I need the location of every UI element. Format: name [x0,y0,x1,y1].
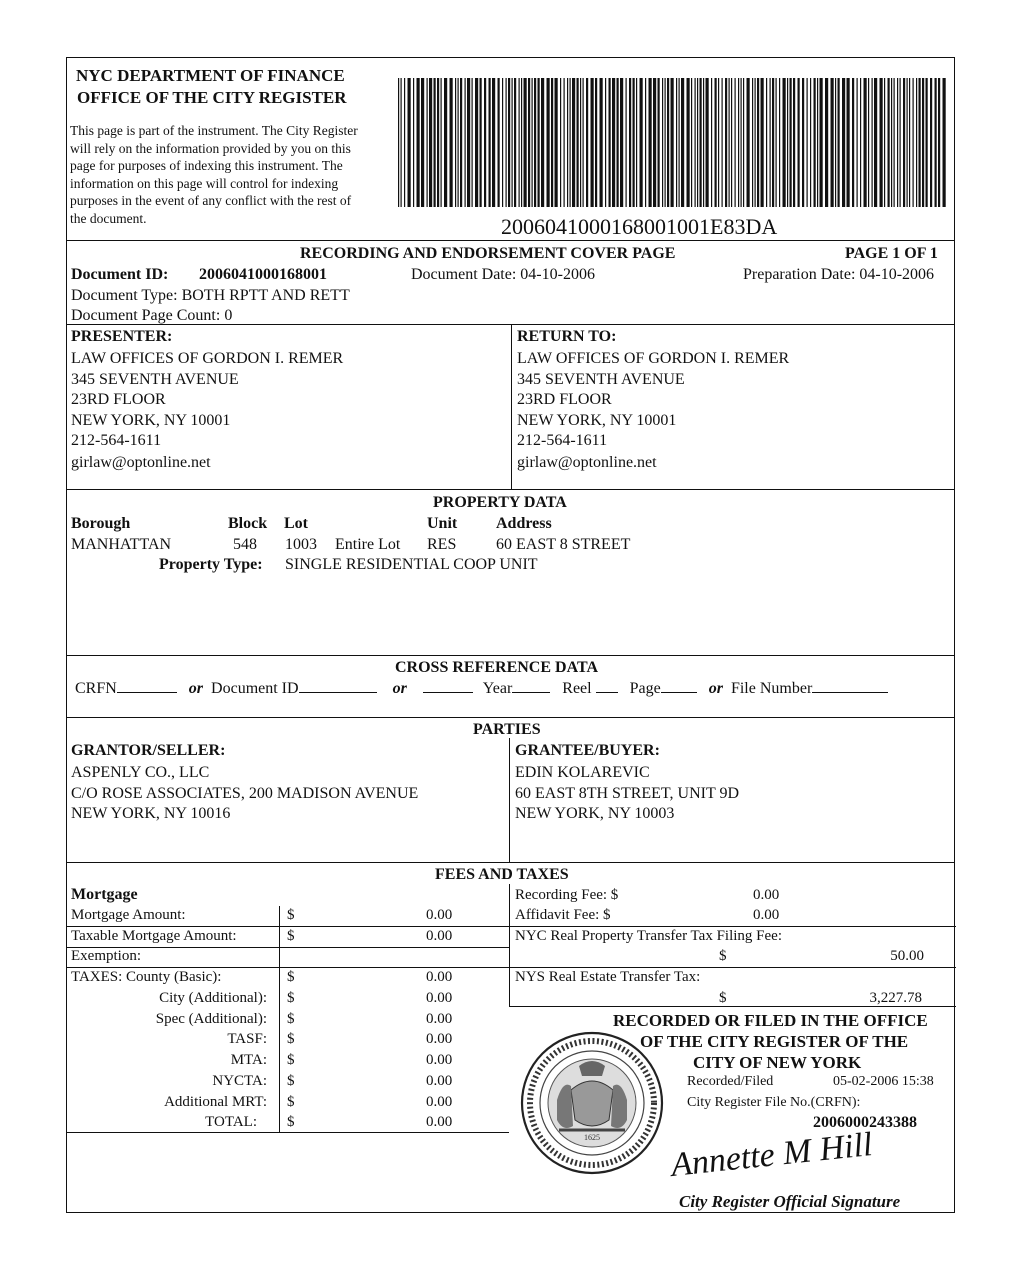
fee-row-value: 0.00 [426,990,453,1006]
barcode-bar [838,78,840,207]
barcode-bar [864,78,867,207]
barcode-bar [534,78,536,207]
barcode-bar [741,78,742,207]
barcode-bar [752,78,753,207]
seal-icon [519,1030,665,1176]
divider [67,717,954,718]
return-to-line: 345 SEVENTH AVENUE [517,371,685,388]
barcode-bar [586,78,588,207]
barcode-bar [814,78,816,207]
barcode-bar [900,78,901,207]
grantor-label: GRANTOR/SELLER: [71,742,226,759]
fee-row-currency: $ [287,907,295,923]
lot-note: Entire Lot [335,536,401,553]
barcode-bar [671,78,674,207]
grid-line [509,926,956,927]
or-label: or [392,680,407,697]
divider [67,489,954,490]
barcode-bar [897,78,898,207]
cover-page-title: RECORDING AND ENDORSEMENT COVER PAGE [300,245,676,262]
lot-header: Lot [284,515,308,532]
barcode-bar [460,78,462,207]
barcode-bar [421,78,424,207]
barcode-bar [570,78,571,207]
barcode-bar [729,78,730,207]
fee-row-currency: $ [287,1114,295,1130]
barcode-bar [665,78,666,207]
barcode-bar [560,78,561,207]
grantor-line: NEW YORK, NY 10016 [71,805,231,822]
barcode-bar [860,78,861,207]
barcode-bar [658,78,660,207]
barcode-bar [735,78,736,207]
fee-row-currency: $ [287,928,295,944]
or-label: or [188,680,204,697]
affidavit-fee-value: 0.00 [753,907,780,923]
city-seal [519,1030,665,1176]
fee-row-value: 0.00 [426,928,453,944]
barcode-bar [567,78,568,207]
recorded-filed-label: Recorded/Filed [687,1074,774,1089]
barcode-bar [747,78,750,207]
year-label: Year [482,680,513,697]
barcode-bar [907,78,908,207]
presenter-label: PRESENTER: [71,328,173,345]
page-count-label: PAGE 1 OF 1 [845,245,938,262]
barcode-bar [755,78,756,207]
barcode-bar [484,78,486,207]
fee-row-label: Exemption: [71,948,141,964]
barcode-bar [909,78,910,207]
barcode-bar [455,78,456,207]
barcode-bar [626,78,627,207]
barcode-bar [691,78,692,207]
barcode-bar [772,78,774,207]
barcode-bar [687,78,690,207]
signature-image [667,1128,877,1184]
barcode-bar [807,78,808,207]
barcode-bar [835,78,836,207]
dept-name-line1: NYC DEPARTMENT OF FINANCE [76,66,345,85]
barcode-bar [541,78,544,207]
fee-row-label: Additional MRT: [164,1094,267,1110]
fee-row-currency: $ [287,1094,295,1110]
divider [67,240,954,241]
barcode-bar [938,78,940,207]
nys-rett-currency: $ [719,990,727,1006]
return-to-line: NEW YORK, NY 10001 [517,412,677,429]
barcode-bar [564,78,565,207]
fee-row-label: Spec (Additional): [155,1011,267,1027]
barcode-bar [776,78,777,207]
return-to-line: girlaw@optonline.net [517,454,657,471]
unit-header: Unit [427,515,458,532]
barcode-bar [519,78,520,207]
barcode-bar [649,78,652,207]
column-divider [511,324,512,489]
official-signature [667,1128,877,1184]
fee-row-label: Mortgage Amount: [71,907,186,923]
barcode-bar [903,78,905,207]
barcode-bar [847,78,850,207]
nyc-rptt-value: 50.00 [890,948,924,964]
barcode-bar [472,78,473,207]
barcode-bar [605,78,606,207]
barcode-number: 2006041000168001001E83DA [501,214,778,239]
barcode-bar [852,78,854,207]
divider [67,655,954,656]
barcode-bar [538,78,540,207]
or-label: or [708,680,723,697]
barcode-bar [458,78,459,207]
barcode-bar [465,78,466,207]
mortgage-label: Mortgage [71,886,138,903]
barcode-bar [427,78,428,207]
cross-reference-title: CROSS REFERENCE DATA [395,659,598,676]
barcode-bar [577,78,579,207]
barcode-bar [528,78,530,207]
borough-header: Borough [71,515,131,532]
barcode-bar [580,78,581,207]
barcode-bar [891,78,892,207]
recorded-line1: RECORDED OR FILED IN THE OFFICE [613,1011,928,1030]
barcode-bar [831,78,834,207]
document-page-count: Document Page Count: 0 [71,307,233,324]
recorded-line2: OF THE CITY REGISTER OF THE [640,1032,909,1051]
barcode-bar [489,78,491,207]
barcode-bar [521,78,522,207]
unit-value: RES [427,536,457,553]
grantee-line: 60 EAST 8TH STREET, UNIT 9D [515,785,739,802]
presenter-line: 212-564-1611 [71,432,162,449]
presenter-line: girlaw@optonline.net [71,454,211,471]
address-value: 60 EAST 8 STREET [496,536,631,553]
barcode-bar [919,78,921,207]
barcode-bar [617,78,619,207]
barcode-bar [857,78,858,207]
barcode-bar [620,78,623,207]
recording-fee-label: Recording Fee: $ [515,887,619,903]
barcode-bar [653,78,656,207]
recording-fee-value: 0.00 [753,887,780,903]
fee-row-currency: $ [287,969,295,985]
fee-row-currency: $ [287,990,295,1006]
grantee-line: NEW YORK, NY 10003 [515,805,675,822]
barcode-bar [718,78,719,207]
barcode-bar [475,78,478,207]
barcode-bar [743,78,744,207]
barcode-bar [888,78,890,207]
indexing-notice: This page is part of the instrument. The City Register will rely on the information provided by you on this page for purposes of indexing this instrument. The information on this page will control for indexing purposes in the event of any conflict with the rest of the document. [70,123,358,226]
fee-row-value: 0.00 [426,1011,453,1027]
document-id-value: 2006041000168001 [199,266,327,283]
barcode-bar [572,78,575,207]
seal-year: 1625 [584,1133,600,1142]
grantee-label: GRANTEE/BUYER: [515,742,660,759]
recorded-line3: CITY OF NEW YORK [693,1053,862,1072]
barcode-bar [583,78,584,207]
fee-row-value: 0.00 [426,1073,453,1089]
fee-row-label: MTA: [230,1052,267,1068]
grid-line [509,967,956,968]
barcode-bar [697,78,698,207]
blank-field [512,680,550,693]
barcode-bar [636,78,637,207]
property-type-label: Property Type: [159,556,263,573]
barcode-bar [404,78,405,207]
barcode-bar [731,78,732,207]
barcode-bar [444,78,447,207]
barcode-bar [770,78,771,207]
fee-row-value: 0.00 [426,1031,453,1047]
crfn-value: 2006000243388 [813,1114,917,1131]
signature-caption: City Register Official Signature [679,1192,901,1211]
barcode-bar [874,78,877,207]
blank-field [812,680,888,693]
recorded-filed-date: 05-02-2006 15:38 [833,1074,934,1089]
barcode-bar [706,78,709,207]
fee-row-value: 0.00 [426,1114,453,1130]
barcode-bar [547,78,550,207]
barcode-bar [913,78,914,207]
barcode-bar [417,78,420,207]
grid-line [67,1132,509,1133]
barcode-bar [738,78,739,207]
barcode-bar [884,78,885,207]
barcode-bar [715,78,717,207]
barcode-bar [700,78,702,207]
fees-taxes-title: FEES AND TAXES [435,866,569,883]
reel-label: Reel [562,680,592,697]
barcode-bar [922,78,924,207]
barcode-bar [600,78,603,207]
blank-field [661,680,697,693]
nyc-rptt-label: NYC Real Property Transfer Tax Filing Fee: [515,928,782,944]
property-data-title: PROPERTY DATA [433,494,567,511]
barcode-bar [842,78,845,207]
blank-field [299,680,377,693]
fee-row-label: TOTAL: [205,1114,257,1130]
barcode-bar [441,78,442,207]
barcode-bar [722,78,723,207]
return-to-line: LAW OFFICES OF GORDON I. REMER [517,350,790,367]
barcode-bar [555,78,558,207]
barcode-bar [514,78,516,207]
barcode-bar [761,78,764,207]
barcode-bar [679,78,680,207]
barcode-bar [695,78,696,207]
barcode-bar [429,78,432,207]
barcode-bar [502,78,503,207]
barcode-bar [591,78,594,207]
return-to-label: RETURN TO: [517,328,617,345]
barcode-bar [757,78,759,207]
barcode-bar [612,78,615,207]
barcode-bar [524,78,527,207]
nys-rett-value: 3,227.78 [869,990,922,1006]
barcode-bar [512,78,513,207]
barcode-bar [492,78,495,207]
barcode-bar [935,78,937,207]
barcode-bar [916,78,917,207]
barcode-bar [506,78,507,207]
column-divider [509,738,510,862]
barcode-bar [532,78,533,207]
barcode-bar [825,78,828,207]
cover-page-document [66,57,955,1213]
barcode-bar [480,78,482,207]
presenter-line: NEW YORK, NY 10001 [71,412,231,429]
cross-reference-line [75,680,888,698]
barcode-bar [408,78,411,207]
barcode-bar [609,78,611,207]
barcode-bar [820,78,823,207]
barcode-bar [703,78,704,207]
barcode-bar [725,78,727,207]
barcode-bar [467,78,470,207]
fee-row-currency: $ [287,1011,295,1027]
barcode-bar [498,78,500,207]
barcode-bar [450,78,453,207]
fee-row-value: 0.00 [426,1052,453,1068]
crfn-label: City Register File No.(CRFN): [687,1095,861,1110]
fee-row-value: 0.00 [426,907,453,923]
blank-field [423,680,473,693]
barcode-bar [766,78,767,207]
fee-row-label: Taxable Mortgage Amount: [71,928,237,944]
barcode-bar [798,78,800,207]
barcode-bar [872,78,873,207]
barcode-bar [640,78,643,207]
barcode-bar [508,78,510,207]
barcode-bar [802,78,804,207]
crfn-label: CRFN [75,680,117,697]
document-date: Document Date: 04-10-2006 [411,266,595,283]
document-id-label: Document ID: [71,266,169,283]
barcode-bar [437,78,439,207]
presenter-line: 23RD FLOOR [71,391,166,408]
column-divider [509,884,510,1006]
barcode-bar [943,78,946,207]
barcode-bar [633,78,635,207]
fee-row-currency: $ [287,1052,295,1068]
barcode-bars [396,78,951,207]
address-header: Address [496,515,552,532]
block-header: Block [228,515,268,532]
fee-row-label: TASF: [227,1031,267,1047]
presenter-line: LAW OFFICES OF GORDON I. REMER [71,350,344,367]
barcode-bar [880,78,883,207]
barcode-bar [930,78,932,207]
grantor-line: C/O ROSE ASSOCIATES, 200 MADISON AVENUE [71,785,419,802]
fee-row-value: 0.00 [426,969,453,985]
barcode-bar [817,78,818,207]
barcode-bar [711,78,712,207]
barcode-bar [676,78,677,207]
barcode-bar [434,78,436,207]
barcode-bar [783,78,786,207]
divider [67,862,954,863]
fee-row-label: NYCTA: [212,1073,267,1089]
file-number-label: File Number [730,680,813,697]
barcode-bar [779,78,780,207]
barcode-bar [551,78,553,207]
signature-script: Annette M Hill [669,1128,875,1184]
return-to-line: 212-564-1611 [517,432,608,449]
blank-field [117,680,177,693]
barcode-bar [645,78,646,207]
barcode-bar [790,78,792,207]
page-label: Page [629,680,661,697]
grantee-line: EDIN KOLAREVIC [515,764,650,781]
barcode-bar [787,78,788,207]
dept-name-line2: OFFICE OF THE CITY REGISTER [77,88,347,107]
document-id-field-label: Document ID [211,680,299,697]
barcode-bar [667,78,669,207]
fee-row-label: City (Additional): [159,990,267,1006]
barcode-bar [793,78,795,207]
presenter-line: 345 SEVENTH AVENUE [71,371,239,388]
fee-row-currency: $ [287,1031,295,1047]
barcode-bar [810,78,811,207]
barcode-bar [401,78,402,207]
fee-row-label: TAXES: County (Basic): [71,969,222,985]
grid-line [279,906,280,1132]
return-to-line: 23RD FLOOR [517,391,612,408]
nys-rett-label: NYS Real Estate Transfer Tax: [515,969,701,985]
barcode-bar [595,78,597,207]
borough-value: MANHATTAN [71,536,172,553]
preparation-date: Preparation Date: 04-10-2006 [743,266,935,283]
document-type: Document Type: BOTH RPTT AND RETT [71,287,350,304]
lot-value: 1003 [285,536,317,553]
barcode-image [396,78,951,207]
barcode-bar [894,78,895,207]
grid-line [67,926,509,927]
fee-row-currency: $ [287,1073,295,1089]
barcode-bar [413,78,414,207]
barcode-bar [868,78,869,207]
barcode-bar [681,78,684,207]
nyc-rptt-currency: $ [719,948,727,964]
parties-title: PARTIES [473,721,541,738]
block-value: 548 [233,536,257,553]
barcode-bar [662,78,663,207]
affidavit-fee-label: Affidavit Fee: $ [515,907,611,923]
grid-line [67,967,509,968]
barcode-bar [926,78,928,207]
property-type-value: SINGLE RESIDENTIAL COOP UNIT [285,556,538,573]
blank-field [596,680,618,693]
grantor-line: ASPENLY CO., LLC [71,764,210,781]
barcode-bar [398,78,399,207]
fee-row-value: 0.00 [426,1094,453,1110]
barcode-bar [629,78,631,207]
